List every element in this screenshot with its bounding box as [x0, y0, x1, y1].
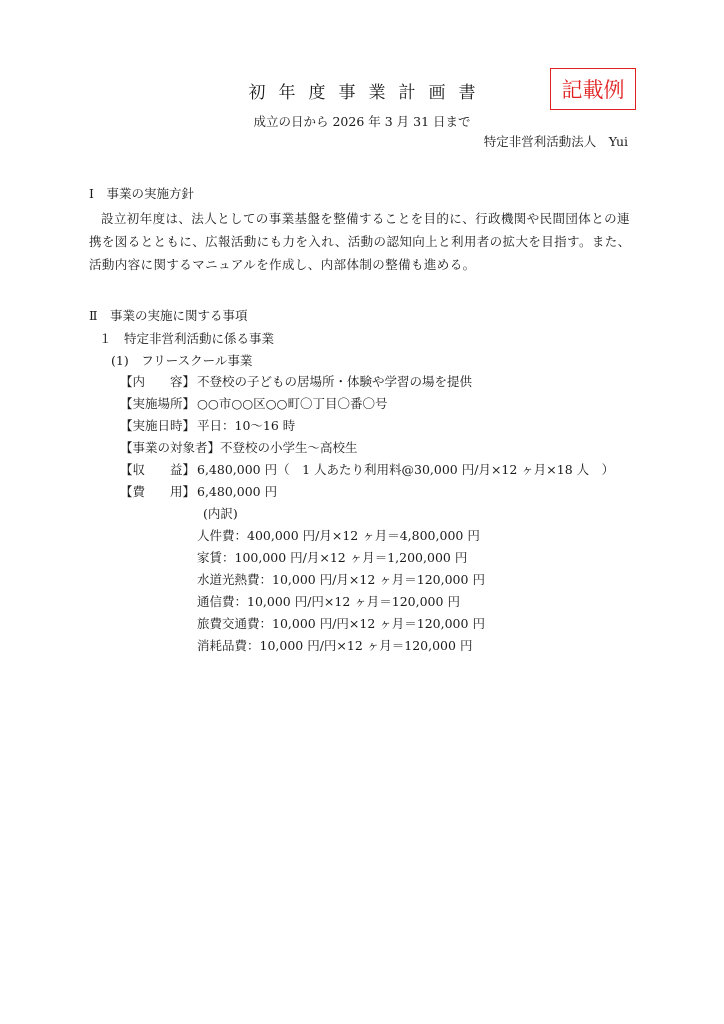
- breakdown-heading: (内訳): [203, 506, 238, 521]
- breakdown-item-travel: 旅費交通費：10,000 円/円×12 ヶ月＝120,000 円: [197, 616, 485, 631]
- row-value: 不登校の小学生～高校生: [220, 440, 358, 455]
- breakdown-item-utilities: 水道光熱費：10,000 円/月×12 ヶ月＝120,000 円: [197, 572, 485, 587]
- breakdown-item-rent: 家賃：100,000 円/月×12 ヶ月＝1,200,000 円: [197, 550, 468, 565]
- row-value: 不登校の子どもの居場所・体験や学習の場を提供: [197, 374, 473, 389]
- row-location: [120, 394, 387, 412]
- row-value: ○○市○○区○○町〇丁目〇番〇号: [197, 396, 388, 411]
- row-value: 6,480,000 円（ 1 人あたり利用料@30,000 円/月×12 ヶ月×18 人 ）: [197, 462, 615, 477]
- breakdown-item-supplies: 消耗品費：10,000 円/円×12 ヶ月＝120,000 円: [197, 638, 473, 653]
- row-label: 【収 益】: [120, 462, 196, 477]
- row-target: [120, 438, 358, 456]
- row-revenue: [120, 460, 614, 478]
- row-label: 【実施日時】: [120, 418, 196, 433]
- row-label: 【事業の対象者】: [120, 440, 221, 455]
- section-1-heading: Ⅰ 事業の実施方針: [89, 186, 194, 201]
- section-2-heading: Ⅱ 事業の実施に関する事項: [89, 308, 248, 323]
- row-value: 6,480,000 円: [197, 484, 278, 499]
- document-title: 初年度事業計画書: [248, 83, 489, 103]
- row-schedule: [120, 416, 295, 434]
- row-label: 【実施場所】: [120, 396, 196, 411]
- sample-stamp: 記載例: [550, 68, 636, 110]
- section-1-paragraph: 設立初年度は、法人としての事業基盤を整備することを目的に、行政機関や民間団体との連携を図るとともに、広報活動にも力を入れ、活動の認知向上と利用者の拡大を目指す。また、活動内容に関するマニュアルを作成し、内部体制の整備も進める。: [89, 211, 631, 272]
- row-content: [120, 372, 472, 390]
- organization-name: 特定非営利活動法人 Yui: [483, 134, 628, 149]
- row-expenses: [120, 482, 277, 500]
- breakdown-item-communication: 通信費：10,000 円/円×12 ヶ月＝120,000 円: [197, 594, 460, 609]
- section-2-subheading: １ 特定非営利活動に係る事業: [99, 331, 275, 346]
- row-label: 【内 容】: [120, 374, 196, 389]
- row-label: 【費 用】: [120, 484, 196, 499]
- plan-period: 成立の日から 2026 年 3 月 31 日まで: [253, 114, 471, 129]
- row-value: 平日：10～16 時: [197, 418, 296, 433]
- breakdown-item-personnel: 人件費：400,000 円/月×12 ヶ月＝4,800,000 円: [197, 528, 480, 543]
- project-title: (1) フリースクール事業: [111, 353, 253, 368]
